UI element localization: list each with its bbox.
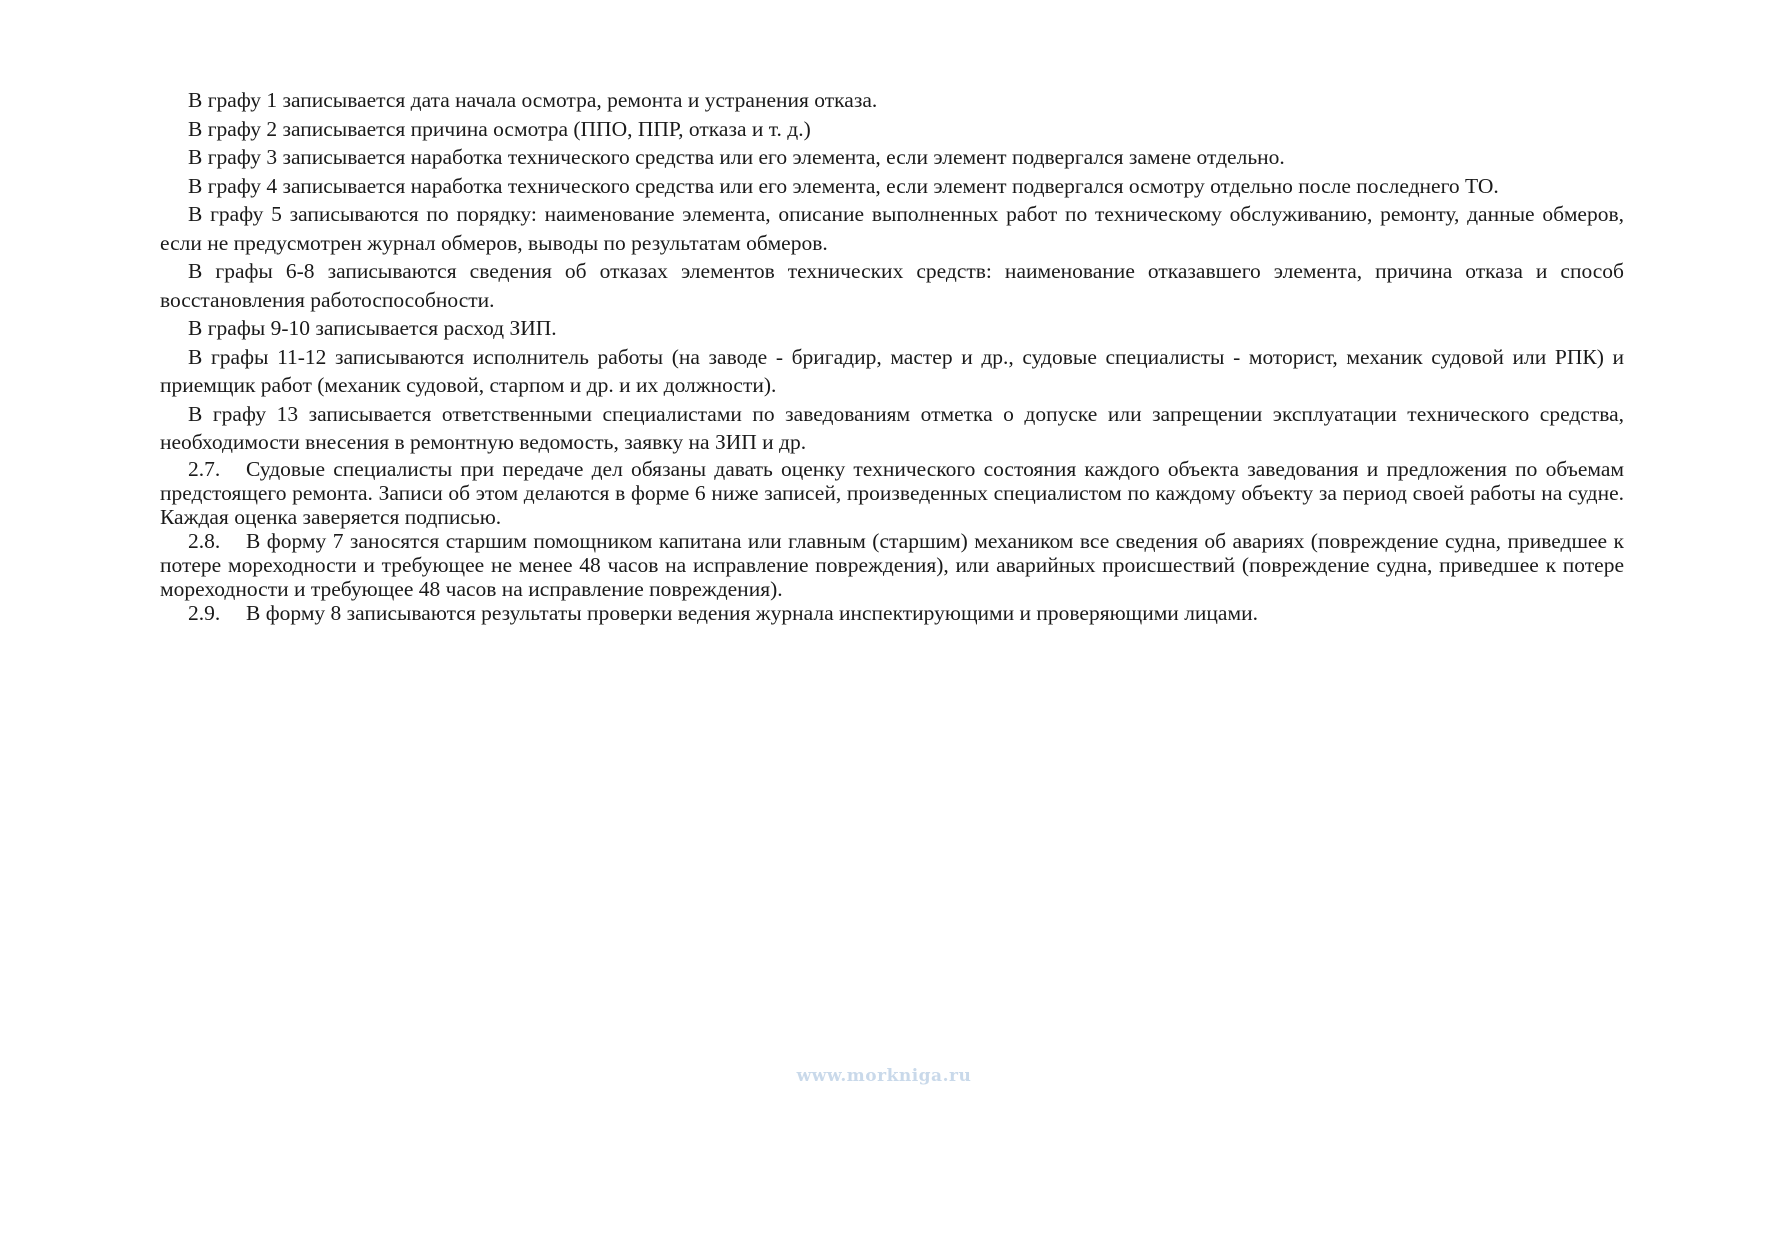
clause-2-8 <box>160 529 1624 601</box>
paragraph-columns-9-10 <box>160 314 1624 343</box>
clause-text: В форму 7 заносятся старшим помощником капитана или главным (старшим) механиком все сведения об авариях (повреждение судна, приведшее к потере мореходности и требующее не менее 48 часов на исправление повреждения), или аварийных происшествий (повреждение судна, приведшее к потере мореходности и требующее 48 часов на исправление повреждения). <box>160 528 1624 601</box>
paragraph-text: В графу 1 записывается дата начала осмотра, ремонта и устранения отказа. <box>188 88 878 112</box>
paragraph-column-5 <box>160 200 1624 257</box>
paragraph-columns-11-12 <box>160 343 1624 400</box>
paragraph-column-4 <box>160 172 1624 201</box>
paragraph-text: В графы 6-8 записываются сведения об отказах элементов технических средств: наименование отказавшего элемента, причина отказа и способ восстановления работоспособности. <box>160 259 1624 312</box>
paragraph-column-13 <box>160 400 1624 457</box>
clause-number: 2.9. <box>188 600 221 625</box>
watermark-link[interactable]: www.morkniga.ru <box>796 1066 972 1086</box>
paragraph-column-2 <box>160 115 1624 144</box>
instructions-text <box>160 86 1624 625</box>
clause-2-9 <box>160 601 1624 625</box>
paragraph-text: В графу 13 записывается ответственными специалистами по заведованиям отметка о допуске или запрещении эксплуатации технического средства, необходимости внесения в ремонтную ведомость, заявку на ЗИП и др. <box>160 401 1624 454</box>
clause-text: Судовые специалисты при передаче дел обязаны давать оценку технического состояния каждого объекта заведования и предложения по объемам предстоящего ремонта. Записи об этом делаются в форме 6 ниже записей, произведенных специалистом по каждому объекту за период своей работы на судне. Каждая оценка заверяется подписью. <box>160 456 1624 529</box>
paragraph-column-3 <box>160 143 1624 172</box>
clause-text: В форму 8 записываются результаты проверки ведения журнала инспектирующими и проверяющими лицами. <box>246 600 1258 625</box>
paragraph-text: В графу 3 записывается наработка технического средства или его элемента, если элемент подвергался замене отдельно. <box>188 145 1285 169</box>
paragraph-column-1 <box>160 86 1624 115</box>
paragraph-text: В графы 11-12 записываются исполнитель работы (на заводе - бригадир, мастер и др., судовые специалисты - моторист, механик судовой или РПК) и приемщик работ (механик судовой, старпом и др. и их должности). <box>160 344 1624 397</box>
paragraph-columns-6-8 <box>160 257 1624 314</box>
paragraph-text: В графу 4 записывается наработка технического средства или его элемента, если элемент подвергался осмотру отдельно после последнего ТО. <box>188 173 1499 198</box>
paragraph-text: В графу 5 записываются по порядку: наименование элемента, описание выполненных работ по техническому обслуживанию, ремонту, данные обмеров, если не предусмотрен журнал обмеров, выводы по результатам обмеров. <box>160 202 1624 255</box>
paragraph-text: В графу 2 записывается причина осмотра (ППО, ППР, отказа и т. д.) <box>188 116 811 141</box>
clause-number: 2.7. <box>188 456 221 481</box>
clause-2-7 <box>160 457 1624 529</box>
clause-number: 2.8. <box>188 528 221 553</box>
paragraph-text: В графы 9-10 записывается расход ЗИП. <box>188 316 557 340</box>
